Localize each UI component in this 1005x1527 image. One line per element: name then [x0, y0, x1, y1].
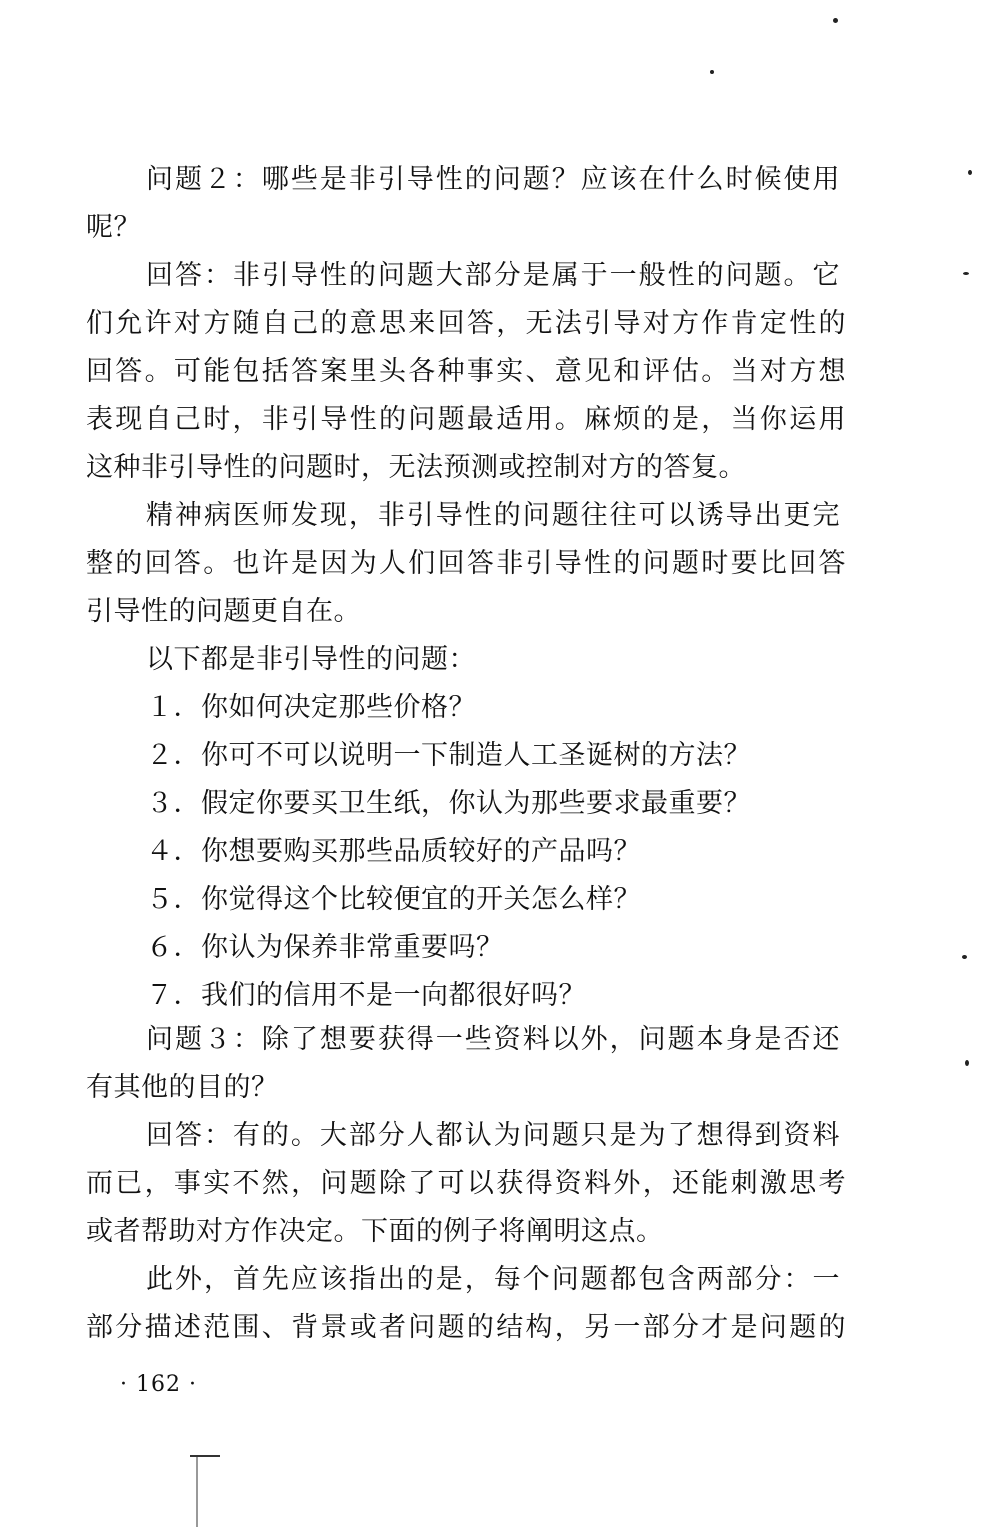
text-line: 引导性的问题更自在。 [86, 596, 361, 627]
text-line: 们允许对方随自己的意思来回答，无法引导对方作肯定性的 [86, 308, 846, 339]
text-line: 呢？ [86, 212, 141, 243]
text-line: 问题３：除了想要获得一些资料以外，问题本身是否还 [146, 1024, 840, 1055]
text-line: 回答：有的。大部分人都认为问题只是为了想得到资料 [146, 1120, 840, 1151]
list-item: ３．假定你要买卫生纸，你认为那些要求最重要？ [146, 788, 751, 819]
text-line: 整的回答。也许是因为人们回答非引导性的问题时要比回答 [86, 548, 846, 579]
scan-mark [196, 1457, 198, 1527]
text-line: 问题２：哪些是非引导性的问题？应该在什么时候使用 [146, 164, 840, 195]
text-line: 表现自己时，非引导性的问题最适用。麻烦的是，当你运用 [86, 404, 846, 435]
text-line: 回答。可能包括答案里头各种事实、意见和评估。当对方想 [86, 356, 846, 387]
text-line: 这种非引导性的问题时，无法预测或控制对方的答复。 [86, 452, 746, 483]
scan-speck [963, 272, 969, 275]
scan-mark [190, 1455, 220, 1457]
text-line: 或者帮助对方作决定。下面的例子将阐明这点。 [86, 1216, 664, 1247]
scan-speck [833, 18, 838, 23]
text-line: 回答：非引导性的问题大部分是属于一般性的问题。它 [146, 260, 840, 291]
scan-speck [965, 1060, 969, 1066]
scan-speck [968, 170, 972, 175]
text-line: 精神病医师发现，非引导性的问题往往可以诱导出更完 [146, 500, 840, 531]
list-item: ２．你可不可以说明一下制造人工圣诞树的方法？ [146, 740, 751, 771]
list-item: ６．你认为保养非常重要吗？ [146, 932, 504, 963]
text-line: 而已，事实不然，问题除了可以获得资料外，还能刺激思考 [86, 1168, 846, 1199]
text-line: 部分描述范围、背景或者问题的结构，另一部分才是问题的 [86, 1312, 846, 1343]
list-item: ５．你觉得这个比较便宜的开关怎么样？ [146, 884, 641, 915]
list-item: ７．我们的信用不是一向都很好吗？ [146, 980, 586, 1011]
text-line: 以下都是非引导性的问题： [146, 644, 476, 675]
text-line: 此外，首先应该指出的是，每个问题都包含两部分：一 [146, 1264, 840, 1295]
scan-speck [962, 955, 967, 959]
list-item: １．你如何决定那些价格？ [146, 692, 476, 723]
scan-speck [710, 70, 714, 74]
text-line: 有其他的目的？ [86, 1072, 279, 1103]
page-number: · 162 · [120, 1372, 197, 1397]
list-item: ４．你想要购买那些品质较好的产品吗？ [146, 836, 641, 867]
